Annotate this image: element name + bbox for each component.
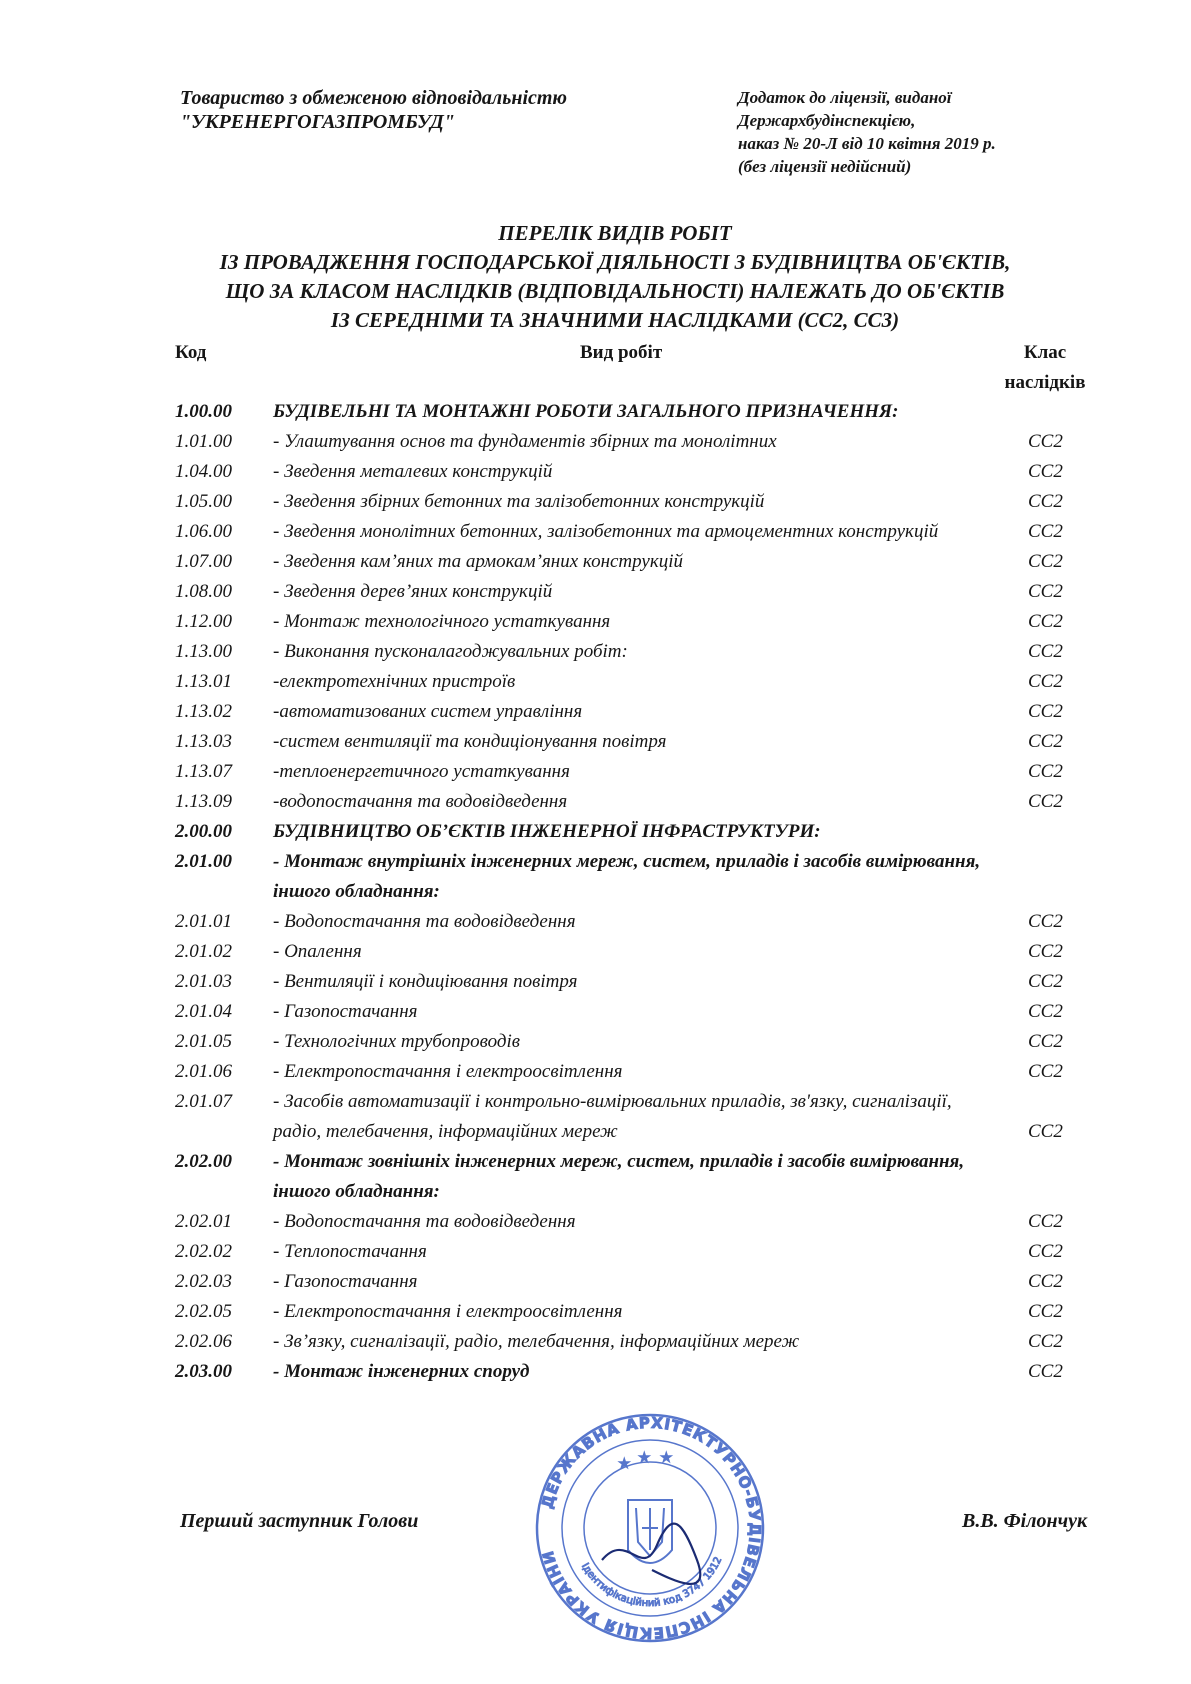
row-code: 1.08.00 [175, 581, 232, 602]
addendum-line-1: Додаток до ліцензії, виданої [738, 88, 952, 107]
seal-outer-text: ДЕРЖАВНА АРХІТЕКТУРНО-БУДІВЕЛЬНА ІНСПЕКЦІЯ УКРАЇНИ [537, 1413, 765, 1643]
row-work-description: - Зведення кам’яних та армокам’яних конструкцій [273, 551, 683, 572]
table-row [0, 517, 1191, 547]
table-row [0, 1057, 1191, 1087]
row-consequence-class: СС2 [1028, 611, 1063, 632]
table-row [0, 997, 1191, 1027]
column-header-class-line-2: наслідків [1004, 372, 1086, 393]
row-consequence-class: СС2 [1028, 791, 1063, 812]
table-row [0, 847, 1191, 907]
row-consequence-class: СС2 [1028, 1331, 1063, 1352]
row-code: 2.02.03 [175, 1271, 232, 1292]
works-table [0, 397, 1191, 1387]
addendum-line-2: Держархбудінспекцією, [738, 111, 916, 130]
row-code: 2.02.02 [175, 1241, 232, 1262]
signer-title: Перший заступник Голови [180, 1510, 419, 1532]
row-consequence-class: СС2 [1028, 1211, 1063, 1232]
row-consequence-class: СС2 [1028, 761, 1063, 782]
row-code: 2.02.00 [175, 1151, 232, 1172]
seal-inner-text: Ідентифікаційний код 3747 1912 [579, 1555, 725, 1610]
row-code: 2.01.05 [175, 1031, 232, 1052]
row-work-description: - Зведення збірних бетонних та залізобетонних конструкцій [273, 491, 765, 512]
addendum-line-4: (без ліцензії недійсний) [738, 157, 912, 176]
company-line-1: Товариство з обмеженою відповідальністю [180, 87, 568, 109]
row-consequence-class: СС2 [1028, 941, 1063, 962]
row-work-description: -систем вентиляції та кондиціонування повітря [273, 731, 667, 752]
row-work-description: - Теплопостачання [273, 1241, 427, 1262]
row-code: 2.01.02 [175, 941, 232, 962]
row-work-description: -теплоенергетичного устаткування [273, 761, 570, 782]
row-work-description: - Водопостачання та водовідведення [273, 1211, 576, 1232]
official-seal [532, 1410, 768, 1646]
row-consequence-class: СС2 [1028, 971, 1063, 992]
column-header-class [990, 338, 1100, 398]
row-consequence-class: СС2 [1028, 701, 1063, 722]
row-code: 1.13.00 [175, 641, 232, 662]
row-code: 1.04.00 [175, 461, 232, 482]
row-consequence-class: СС2 [1028, 461, 1063, 482]
row-code: 1.13.09 [175, 791, 232, 812]
row-code: 1.01.00 [175, 431, 232, 452]
table-row [0, 787, 1191, 817]
trident-emblem-icon [628, 1500, 672, 1563]
row-code: 1.12.00 [175, 611, 232, 632]
row-work-description: - Засобів автоматизації і контрольно-вимірювальних приладів, зв'язку, сигналізації, радіо, телебачення, інформаційних мереж [273, 1091, 952, 1142]
row-work-description: - Водопостачання та водовідведення [273, 911, 576, 932]
table-row [0, 1327, 1191, 1357]
table-row [0, 457, 1191, 487]
row-work-description: - Монтаж інженерних споруд [273, 1361, 530, 1382]
row-code: 1.13.07 [175, 761, 232, 782]
license-addendum-note [738, 86, 996, 178]
row-code: 1.13.02 [175, 701, 232, 722]
handwritten-signature [602, 1524, 700, 1584]
title-line-3: ЩО ЗА КЛАСОМ НАСЛІДКІВ (ВІДПОВІДАЛЬНОСТІ) НАЛЕЖАТЬ ДО ОБ'ЄКТІВ [225, 279, 1005, 303]
column-header-class-line-1: Клас [1023, 342, 1067, 363]
addendum-line-3: наказ № 20-Л від 10 квітня 2019 р. [738, 134, 996, 153]
row-code: 2.01.01 [175, 911, 232, 932]
table-row [0, 907, 1191, 937]
seal-stamp [537, 1414, 764, 1642]
row-consequence-class: СС2 [1028, 551, 1063, 572]
table-row [0, 667, 1191, 697]
row-consequence-class: СС2 [1028, 1301, 1063, 1322]
svg-text:★: ★ [618, 1457, 631, 1472]
row-work-description: - Улаштування основ та фундаментів збірних та монолітних [273, 431, 777, 452]
row-code: 2.02.06 [175, 1331, 232, 1352]
table-row [0, 1267, 1191, 1297]
row-code: 1.05.00 [175, 491, 232, 512]
row-consequence-class: СС2 [1028, 731, 1063, 752]
row-consequence-class: СС2 [1028, 581, 1063, 602]
row-consequence-class: СС2 [1028, 1121, 1063, 1142]
table-row [0, 1027, 1191, 1057]
row-consequence-class: СС2 [1028, 1001, 1063, 1022]
row-code: 2.01.00 [175, 851, 232, 872]
row-work-description: БУДІВЕЛЬНІ ТА МОНТАЖНІ РОБОТИ ЗАГАЛЬНОГО ПРИЗНАЧЕННЯ: [273, 401, 899, 422]
row-code: 2.00.00 [175, 821, 232, 842]
table-row [0, 817, 1191, 847]
row-code: 2.03.00 [175, 1361, 232, 1382]
table-row [0, 1237, 1191, 1267]
table-row [0, 487, 1191, 517]
row-work-description: - Зведення дерев’яних конструкцій [273, 581, 553, 602]
row-work-description: - Виконання пусконалагоджувальних робіт: [273, 641, 628, 662]
table-row [0, 1147, 1191, 1207]
company-line-2: "УКРЕНЕРГОГАЗПРОМБУД" [180, 111, 455, 133]
row-work-description: - Монтаж технологічного устаткування [273, 611, 611, 632]
company-name [180, 86, 567, 134]
svg-text:★: ★ [660, 1451, 673, 1466]
row-consequence-class: СС2 [1028, 911, 1063, 932]
table-row [0, 607, 1191, 637]
row-code: 1.00.00 [175, 401, 232, 422]
table-row [0, 937, 1191, 967]
signer-name: В.В. Філончук [962, 1510, 1088, 1532]
row-consequence-class: СС2 [1028, 671, 1063, 692]
row-code: 2.01.03 [175, 971, 232, 992]
row-consequence-class: СС2 [1028, 1031, 1063, 1052]
table-row [0, 757, 1191, 787]
row-code: 1.13.01 [175, 671, 232, 692]
table-row [0, 547, 1191, 577]
row-work-description: - Технологічних трубопроводів [273, 1031, 520, 1052]
table-row [0, 577, 1191, 607]
seal-stars-icon [618, 1451, 673, 1472]
svg-text:★: ★ [638, 1451, 651, 1466]
row-work-description: - Електропостачання і електроосвітлення [273, 1061, 623, 1082]
row-work-description: - Електропостачання і електроосвітлення [273, 1301, 623, 1322]
column-header-code: Код [175, 342, 207, 363]
table-row [0, 1087, 1191, 1147]
table-row [0, 967, 1191, 997]
table-row [0, 697, 1191, 727]
row-consequence-class: СС2 [1028, 491, 1063, 512]
row-work-description: - Газопостачання [273, 1271, 418, 1292]
row-code: 1.13.03 [175, 731, 232, 752]
row-code: 2.01.07 [175, 1091, 232, 1112]
table-row [0, 727, 1191, 757]
row-work-description: - Монтаж зовнішніх інженерних мереж, систем, приладів і засобів вимірювання, іншого обладнання: [273, 1151, 965, 1202]
row-code: 1.06.00 [175, 521, 232, 542]
table-row [0, 1357, 1191, 1387]
table-row [0, 1297, 1191, 1327]
row-work-description: - Газопостачання [273, 1001, 418, 1022]
table-row [0, 1207, 1191, 1237]
row-work-description: - Зведення металевих конструкцій [273, 461, 553, 482]
row-code: 2.01.04 [175, 1001, 232, 1022]
row-work-description: -водопостачання та водовідведення [273, 791, 568, 812]
row-code: 2.02.05 [175, 1301, 232, 1322]
row-consequence-class: СС2 [1028, 1361, 1063, 1382]
row-consequence-class: СС2 [1028, 521, 1063, 542]
title-line-4: ІЗ СЕРЕДНІМИ ТА ЗНАЧНИМИ НАСЛІДКАМИ (СС2, СС3) [330, 308, 900, 332]
row-consequence-class: СС2 [1028, 431, 1063, 452]
title-line-1: ПЕРЕЛІК ВИДІВ РОБІТ [498, 221, 732, 245]
row-work-description: - Опалення [273, 941, 362, 962]
row-work-description: -автоматизованих систем управління [273, 701, 583, 722]
row-consequence-class: СС2 [1028, 1271, 1063, 1292]
document-title [150, 219, 1080, 335]
row-consequence-class: СС2 [1028, 1061, 1063, 1082]
row-work-description: - Зв’язку, сигналізації, радіо, телебачення, інформаційних мереж [273, 1331, 800, 1352]
table-row [0, 427, 1191, 457]
column-header-work: Вид робіт [580, 342, 663, 363]
table-row [0, 397, 1191, 427]
row-consequence-class: СС2 [1028, 1241, 1063, 1262]
row-work-description: - Зведення монолітних бетонних, залізобетонних та армоцементних конструкцій [273, 521, 939, 542]
row-code: 1.07.00 [175, 551, 232, 572]
row-code: 2.01.06 [175, 1061, 232, 1082]
table-row [0, 637, 1191, 667]
row-work-description: - Вентиляції і кондиціювання повітря [273, 971, 578, 992]
title-line-2: ІЗ ПРОВАДЖЕННЯ ГОСПОДАРСЬКОЇ ДІЯЛЬНОСТІ З БУДІВНИЦТВА ОБ'ЄКТІВ, [219, 250, 1011, 274]
row-work-description: БУДІВНИЦТВО ОБ’ЄКТІВ ІНЖЕНЕРНОЇ ІНФРАСТРУКТУРИ: [273, 821, 821, 842]
row-code: 2.02.01 [175, 1211, 232, 1232]
row-consequence-class: СС2 [1028, 641, 1063, 662]
row-work-description: - Монтаж внутрішніх інженерних мереж, систем, приладів і засобів вимірювання, іншого обладнання: [273, 851, 981, 902]
row-work-description: -електротехнічних пристроїв [273, 671, 516, 692]
